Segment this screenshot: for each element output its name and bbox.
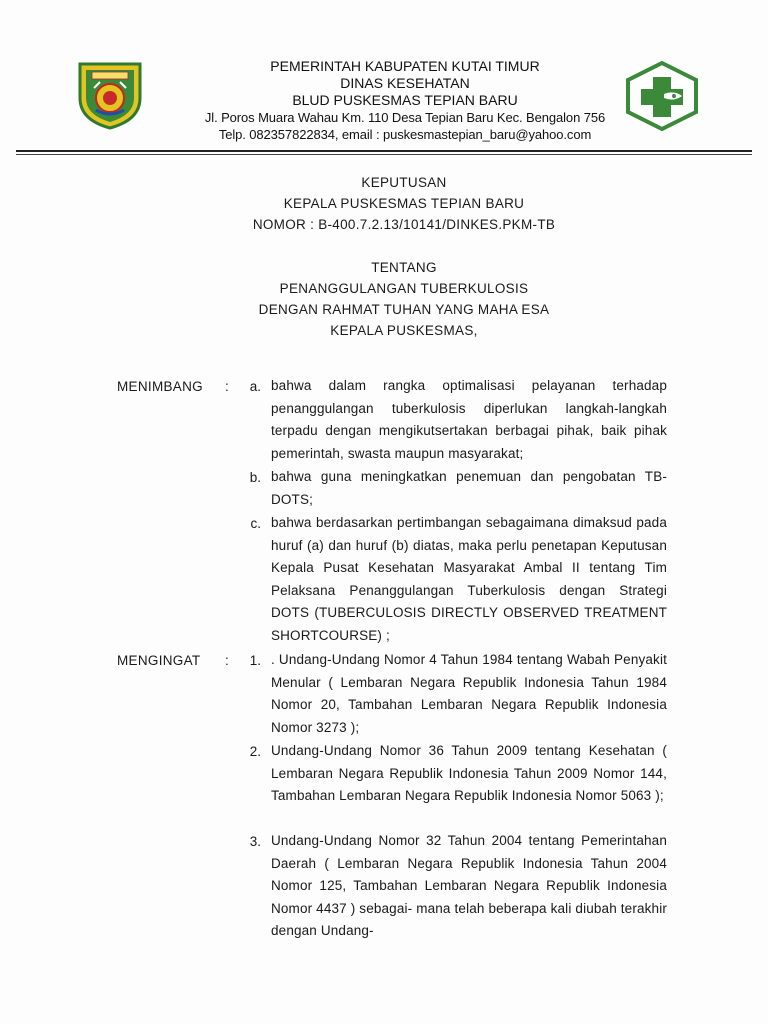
puskesmas-cross-logo-icon xyxy=(624,60,700,132)
letterhead-address: Jl. Poros Muara Wahau Km. 110 Desa Tepian Baru Kec. Bengalon 756 xyxy=(204,110,606,125)
letterhead-divider-thin xyxy=(16,154,752,155)
menimbang-item-a: bahwa dalam rangka optimalisasi pelayanan terhadap penanggulangan tuberkulosis diperlukan langkah-langkah terpadu dengan mengikutsertakan berbagai pihak, baik pihak pemerintah, swasta maupun masyarakat; xyxy=(271,378,667,461)
decree-number: NOMOR : B-400.7.2.13/10141/DINKES.PKM-TB xyxy=(252,217,556,232)
menimbang-marker-b: b. xyxy=(249,470,261,485)
mengingat-marker-2: 2. xyxy=(249,744,261,759)
decree-about-label: TENTANG xyxy=(371,260,437,275)
letterhead-institution: BLUD PUSKESMAS TEPIAN BARU xyxy=(292,92,518,108)
mengingat-marker-1: 1. xyxy=(249,653,261,668)
decree-issuer: KEPALA PUSKESMAS TEPIAN BARU xyxy=(283,196,525,211)
menimbang-marker-a: a. xyxy=(249,379,261,394)
mengingat-colon: : xyxy=(225,653,229,668)
mengingat-item-2: Undang-Undang Nomor 36 Tahun 2009 tentang Kesehatan ( Lembaran Negara Republik Indonesia Tahun 2009 Nomor 144, Tambahan Lembaran Negara Republik Indonesia Nomor 5063 ); xyxy=(271,743,667,804)
mengingat-marker-3: 3. xyxy=(249,834,261,849)
letterhead-divider xyxy=(16,150,752,152)
menimbang-item-b: bahwa guna meningkatkan penemuan dan pengobatan TB-DOTS; xyxy=(271,469,667,507)
decree-heading: KEPUTUSAN xyxy=(361,175,447,190)
menimbang-marker-c: c. xyxy=(250,516,261,531)
kutai-timur-emblem-icon xyxy=(74,58,146,130)
letterhead xyxy=(150,58,660,143)
decree-subject: PENANGGULANGAN TUBERKULOSIS xyxy=(279,281,529,296)
decree-title-block xyxy=(0,172,768,341)
letterhead-contact: Telp. 082357822834, email : puskesmastepian_baru@yahoo.com xyxy=(218,127,592,142)
letterhead-government: PEMERINTAH KABUPATEN KUTAI TIMUR xyxy=(270,58,540,74)
letterhead-department: DINAS KESEHATAN xyxy=(340,75,470,91)
decree-signatory: KEPALA PUSKESMAS, xyxy=(330,323,478,338)
mengingat-label: MENGINGAT xyxy=(117,653,201,668)
menimbang-label: MENIMBANG xyxy=(117,379,203,394)
menimbang-item-c: bahwa berdasarkan pertimbangan sebagaimana dimaksud pada huruf (a) dan huruf (b) diatas, maka perlu penetapan Keputusan Kepala Pusat Kesehatan Masyarakat Ambal II tentang Tim Pelaksana Penanggulangan Tuberkulosis dengan Strategi DOTS (TUBERCULOSIS DIRECTLY OBSERVED TREATMENT SHORTCOURSE) ; xyxy=(271,515,667,643)
mengingat-item-3: Undang-Undang Nomor 32 Tahun 2004 tentang Pemerintahan Daerah ( Lembaran Negara Republik Indonesia Tahun 2004 Nomor 125, Tambahan Lembaran Negara Republik Indonesia Nomor 4437 ) sebagai- mana telah beberapa kali diubah terakhir dengan Undang- xyxy=(271,833,667,939)
decree-invocation: DENGAN RAHMAT TUHAN YANG MAHA ESA xyxy=(258,302,550,317)
mengingat-item-1: . Undang-Undang Nomor 4 Tahun 1984 tentang Wabah Penyakit Menular ( Lembaran Negara Republik Indonesia Tahun 1984 Nomor 20, Tambahan Lembaran Negara Republik Indonesia Nomor 3273 ); xyxy=(271,652,667,735)
menimbang-colon: : xyxy=(225,379,229,394)
